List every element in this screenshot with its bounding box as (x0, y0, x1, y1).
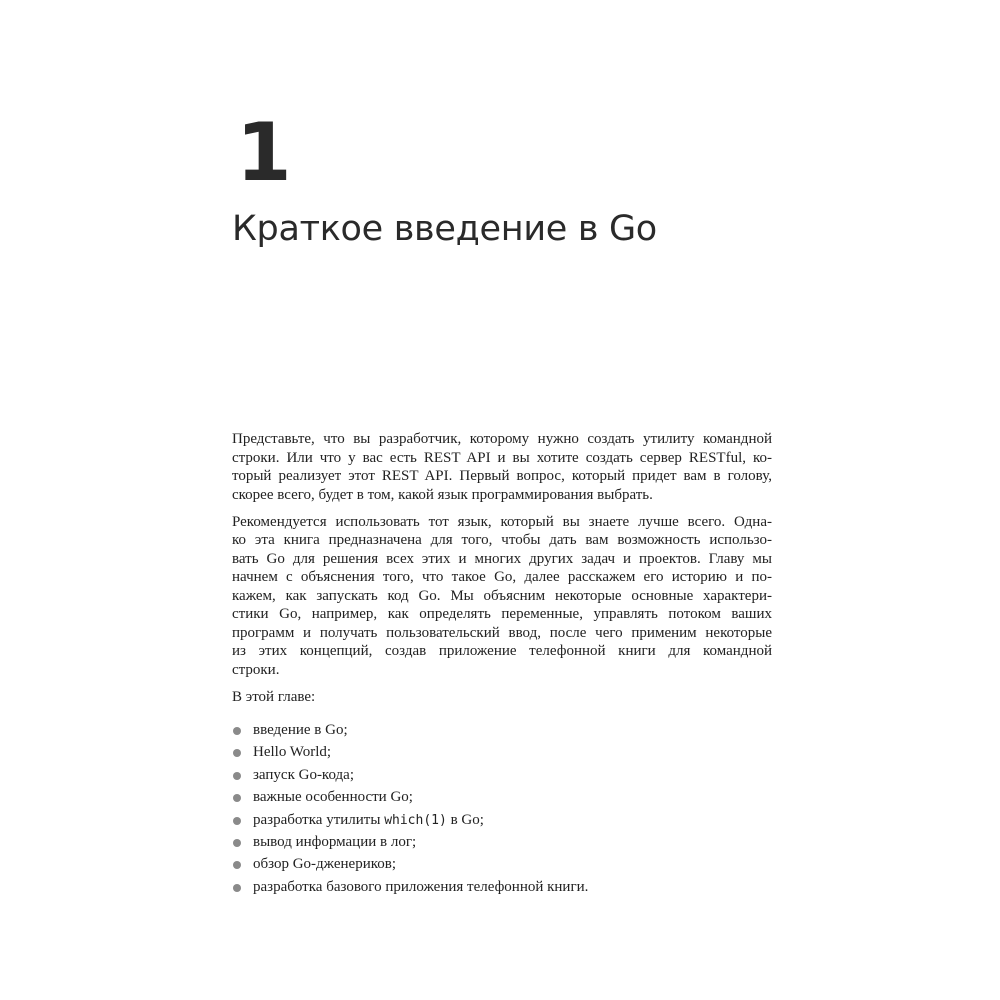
list-item (232, 786, 772, 808)
text-line: строки. (232, 661, 280, 678)
text-line: Рекомендуется использовать тот язык, который вы знаете лучше всего. Одна- (232, 513, 772, 530)
chapter-title: Краткое введение в Go (232, 209, 657, 249)
text-line: начнем с объяснения того, что такое Go, далее расскажем его историю и по- (232, 569, 772, 585)
list-item-text: запуск Go-кода; (253, 766, 354, 783)
list-item-text: обзор Go-дженериков; (253, 856, 396, 873)
list-item-text-suffix: в Go; (446, 811, 484, 828)
list-item-text: введение в Go; (253, 722, 348, 738)
paragraph-intro (232, 430, 772, 504)
chapter-body (232, 430, 772, 898)
chapter-number: 1 (236, 106, 290, 199)
bullet-icon (233, 884, 241, 892)
list-item (232, 719, 772, 741)
list-item (232, 741, 772, 763)
list-item-text-prefix: разработка утилиты (253, 811, 385, 828)
list-item (232, 876, 772, 898)
list-intro: В этой главе: (232, 688, 316, 705)
inline-code: which(1) (384, 812, 447, 828)
text-line: стики Go, например, как определять переменные, управлять потоком ваших (232, 606, 772, 622)
bullet-icon (233, 749, 241, 757)
text-line: кажем, как запускать код Go. Мы объясним некоторые основные характери- (232, 587, 772, 604)
list-item-text: Hello World; (253, 744, 332, 761)
bullet-icon (233, 794, 241, 802)
list-item-text: разработка базового приложения телефонной книги. (253, 878, 589, 895)
bullet-icon (233, 817, 241, 825)
bullet-icon (233, 727, 241, 735)
bullet-icon (233, 839, 241, 847)
text-line: вать Go для решения всех этих и многих других задач и проектов. Главу мы (232, 550, 772, 567)
list-item-text: вывод информации в лог; (253, 833, 417, 850)
list-item (232, 831, 772, 853)
text-line: из этих концепций, создав приложение телефонной книги для командной (232, 643, 772, 659)
list-item (232, 853, 772, 875)
text-line: Представьте, что вы разработчик, которому нужно создать утилиту командной (232, 431, 772, 447)
bullet-icon (233, 861, 241, 869)
list-item (232, 764, 772, 786)
text-line: строки. Или что у вас есть REST API и вы хотите создать сервер RESTful, ко- (232, 449, 772, 466)
text-line: скорее всего, будет в том, какой язык программирования выбрать. (232, 486, 653, 503)
text-line: программ и получать пользовательский ввод, после чего применим некоторые (232, 624, 772, 641)
text-line: ко эта книга предназначена для того, чтобы дать вам возможность использо- (232, 532, 772, 548)
bullet-icon (233, 772, 241, 780)
list-item-text: важные особенности Go; (253, 789, 413, 806)
chapter-topics-list (232, 719, 772, 898)
list-item (232, 809, 772, 831)
text-line: торый реализует этот REST API. Первый вопрос, который придет вам в голову, (232, 468, 772, 484)
paragraph-recommendation (232, 513, 772, 680)
